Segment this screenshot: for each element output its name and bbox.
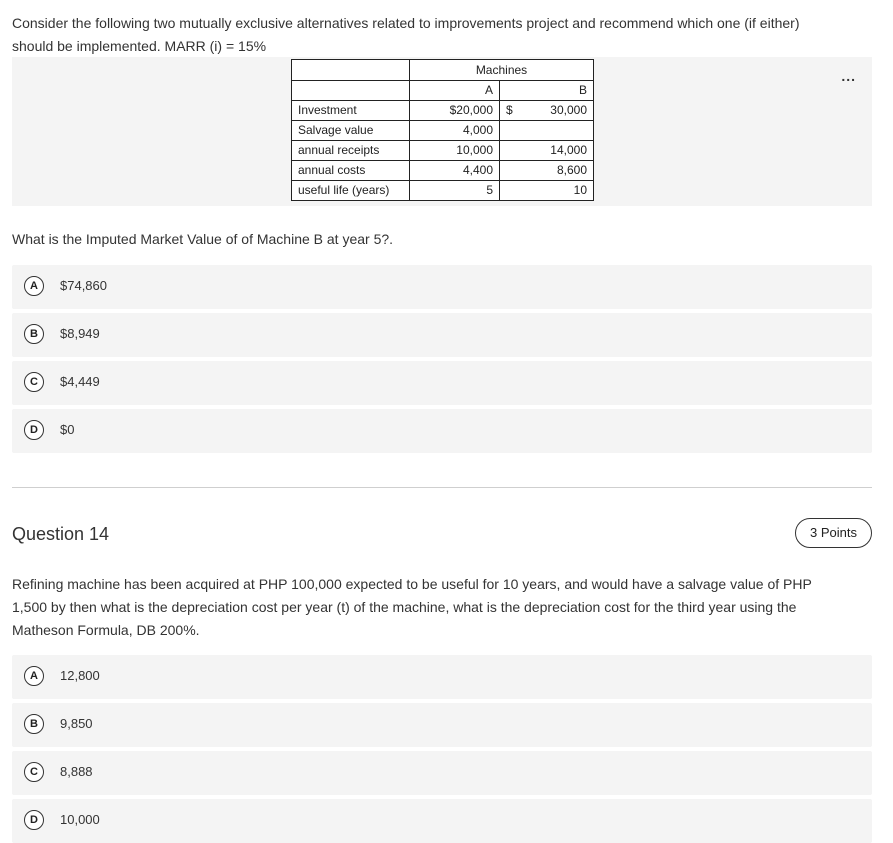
q14-option-c[interactable] <box>12 751 872 795</box>
q14-option-a[interactable] <box>12 655 872 699</box>
table-header-row <box>292 60 594 81</box>
column-b-header: B <box>500 81 594 101</box>
row-label: Investment <box>292 101 410 121</box>
table-row <box>292 141 594 161</box>
table-row <box>292 161 594 181</box>
question-13-intro <box>12 12 872 58</box>
option-text: 10,000 <box>60 812 100 827</box>
option-letter-badge: C <box>24 762 44 782</box>
table-subheader-row <box>292 81 594 101</box>
q13-option-b[interactable] <box>12 313 872 357</box>
option-letter-badge: B <box>24 324 44 344</box>
q13-option-c[interactable] <box>12 361 872 405</box>
row-label: annual receipts <box>292 141 410 161</box>
row-label: useful life (years) <box>292 181 410 201</box>
option-text: 12,800 <box>60 668 100 683</box>
points-badge: 3 Points <box>795 518 872 548</box>
option-letter-badge: D <box>24 810 44 830</box>
table-row <box>292 181 594 201</box>
more-options-icon[interactable]: ... <box>841 68 856 84</box>
q13-option-d[interactable] <box>12 409 872 453</box>
row-label: annual costs <box>292 161 410 181</box>
option-letter-badge: B <box>24 714 44 734</box>
cell-a: 10,000 <box>410 141 500 161</box>
table-row <box>292 101 594 121</box>
q13-option-a[interactable] <box>12 265 872 309</box>
question-14-title: Question 14 <box>12 524 110 544</box>
cell-b <box>500 121 594 141</box>
question-divider <box>12 487 872 488</box>
cell-b: 10 <box>500 181 594 201</box>
option-text: $4,449 <box>60 374 100 389</box>
row-label: Salvage value <box>292 121 410 141</box>
option-text: 9,850 <box>60 716 93 731</box>
option-text: $0 <box>60 422 75 437</box>
cell-a: 4,000 <box>410 121 500 141</box>
cell-b: 14,000 <box>500 141 594 161</box>
option-letter-badge: A <box>24 666 44 686</box>
table-blank-cell <box>292 81 410 101</box>
cell-b <box>500 101 594 121</box>
prompt-line-3: Matheson Formula, DB 200%. <box>12 622 200 638</box>
option-letter-badge: A <box>24 276 44 296</box>
question-13-prompt: What is the Imputed Market Value of of Machine B at year 5?. <box>12 231 394 247</box>
table-corner-cell <box>292 60 410 81</box>
option-text: 8,888 <box>60 764 93 779</box>
column-a-header: A <box>410 81 500 101</box>
table-row <box>292 121 594 141</box>
q14-option-d[interactable] <box>12 799 872 843</box>
cell-a: 5 <box>410 181 500 201</box>
prompt-line-2: 1,500 by then what is the depreciation cost per year (t) of the machine, what is the depreciation cost for the third year using the <box>12 599 797 615</box>
machines-header: Machines <box>410 60 594 81</box>
currency-sign: $ <box>506 103 513 117</box>
question-14-prompt <box>12 573 872 642</box>
q14-option-b[interactable] <box>12 703 872 747</box>
intro-line-2: should be implemented. MARR (i) = 15% <box>12 38 267 54</box>
machines-table <box>291 59 594 201</box>
cell-b: 8,600 <box>500 161 594 181</box>
cell-a: 4,400 <box>410 161 500 181</box>
cell-b-value: 30,000 <box>550 103 587 117</box>
option-text: $8,949 <box>60 326 100 341</box>
question-image <box>12 57 872 206</box>
option-letter-badge: C <box>24 372 44 392</box>
prompt-line-1: Refining machine has been acquired at PHP 100,000 expected to be useful for 10 years, and would have a salvage value of PHP <box>12 576 812 592</box>
intro-line-1: Consider the following two mutually exclusive alternatives related to improvements project and recommend which one (if either) <box>12 15 800 31</box>
option-text: $74,860 <box>60 278 107 293</box>
option-letter-badge: D <box>24 420 44 440</box>
cell-a: $20,000 <box>410 101 500 121</box>
